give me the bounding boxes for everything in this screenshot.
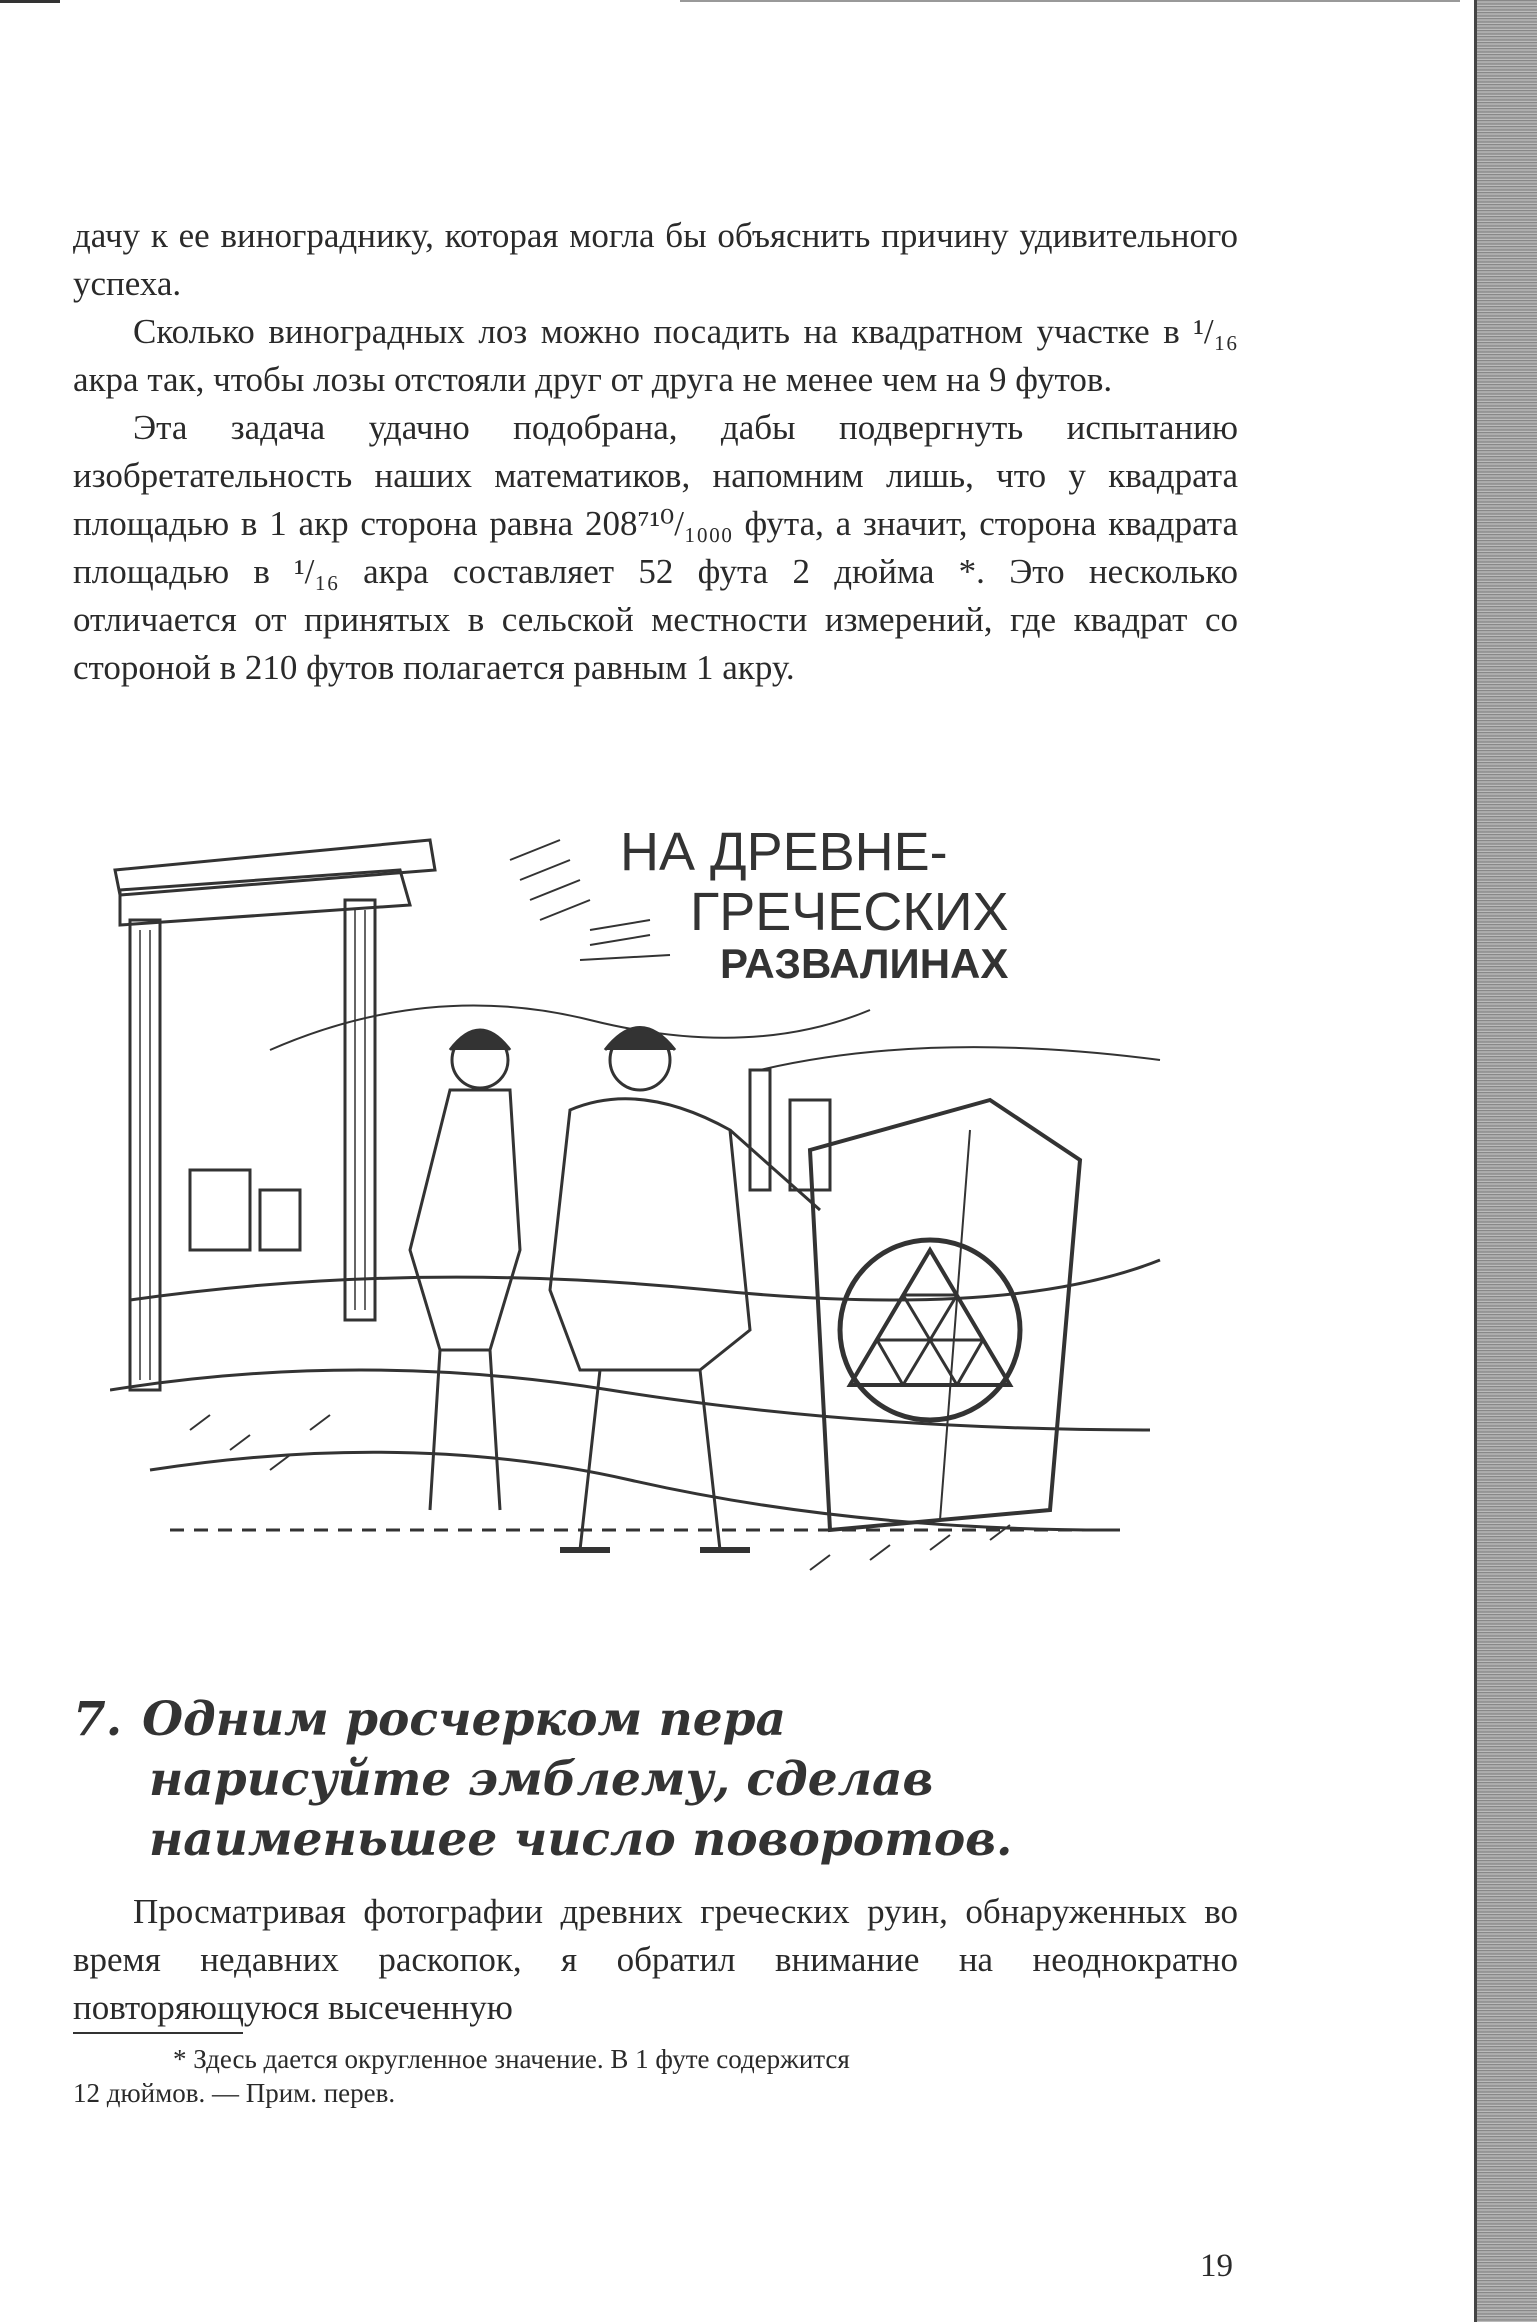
page-number: 19: [1200, 2248, 1233, 2284]
top-edge-line: [0, 0, 60, 3]
illustration-title-line2: ГРЕЧЕСКИХ: [690, 882, 1009, 942]
text-block-top: [73, 212, 1238, 692]
ruins-drawing: [110, 830, 1170, 1630]
problem-title-line3: наименьшее число поворотов.: [149, 1812, 1013, 1867]
problem-number: 7.: [73, 1692, 123, 1747]
footnote-rule: [73, 2032, 243, 2034]
text-block-bottom: [73, 1888, 1238, 2032]
footnote: [73, 2042, 1238, 2110]
footnote-line2: 12 дюймов. — Прим. перев.: [73, 2078, 396, 2108]
paragraph-2: Сколько виноградных лоз можно посадить на квадратном участке в ¹/₁₆ акра так, чтобы лозы отстояли друг от друга не менее чем на 9 футов.: [73, 312, 1238, 399]
scanned-page-edge: [1474, 0, 1537, 2322]
paragraph-3: Эта задача удачно подобрана, дабы подвергнуть испытанию изобретательность наших математиков, напомним лишь, что у квадрата площадью в 1 акр сторона равна 208⁷¹⁰/₁₀₀₀ фута, а значит, сторона квадрата площадью в ¹/₁₆ акра составляет 52 фута 2 дюйма *. Это несколько отличается от принятых в сельской местности измерений, где квадрат со стороной в 210 футов полагается равным 1 акру.: [73, 408, 1238, 687]
problem-title-line1: Одним росчерком пера: [142, 1692, 786, 1747]
top-edge-line-right: [680, 0, 1460, 2]
problem-heading: [73, 1690, 1238, 1870]
illustration-title-line1: НА ДРЕВНЕ-: [620, 830, 948, 882]
footnote-line1: * Здесь дается округленное значение. В 1 футе содержится: [173, 2044, 850, 2074]
problem-title-line2: нарисуйте эмблему, сделав: [149, 1752, 934, 1807]
illustration-title-line3: РАЗВАЛИНАХ: [720, 940, 1009, 987]
paragraph-4: Просматривая фотографии древних греческих руин, обнаруженных во время недавних раскопок, я обратил внимание на неоднократно повторяющуюся высеченную: [73, 1892, 1238, 2027]
paragraph-1: дачу к ее винограднику, которая могла бы объяснить причину удивительного успеха.: [73, 216, 1238, 303]
ruins-illustration: [110, 830, 1170, 1630]
